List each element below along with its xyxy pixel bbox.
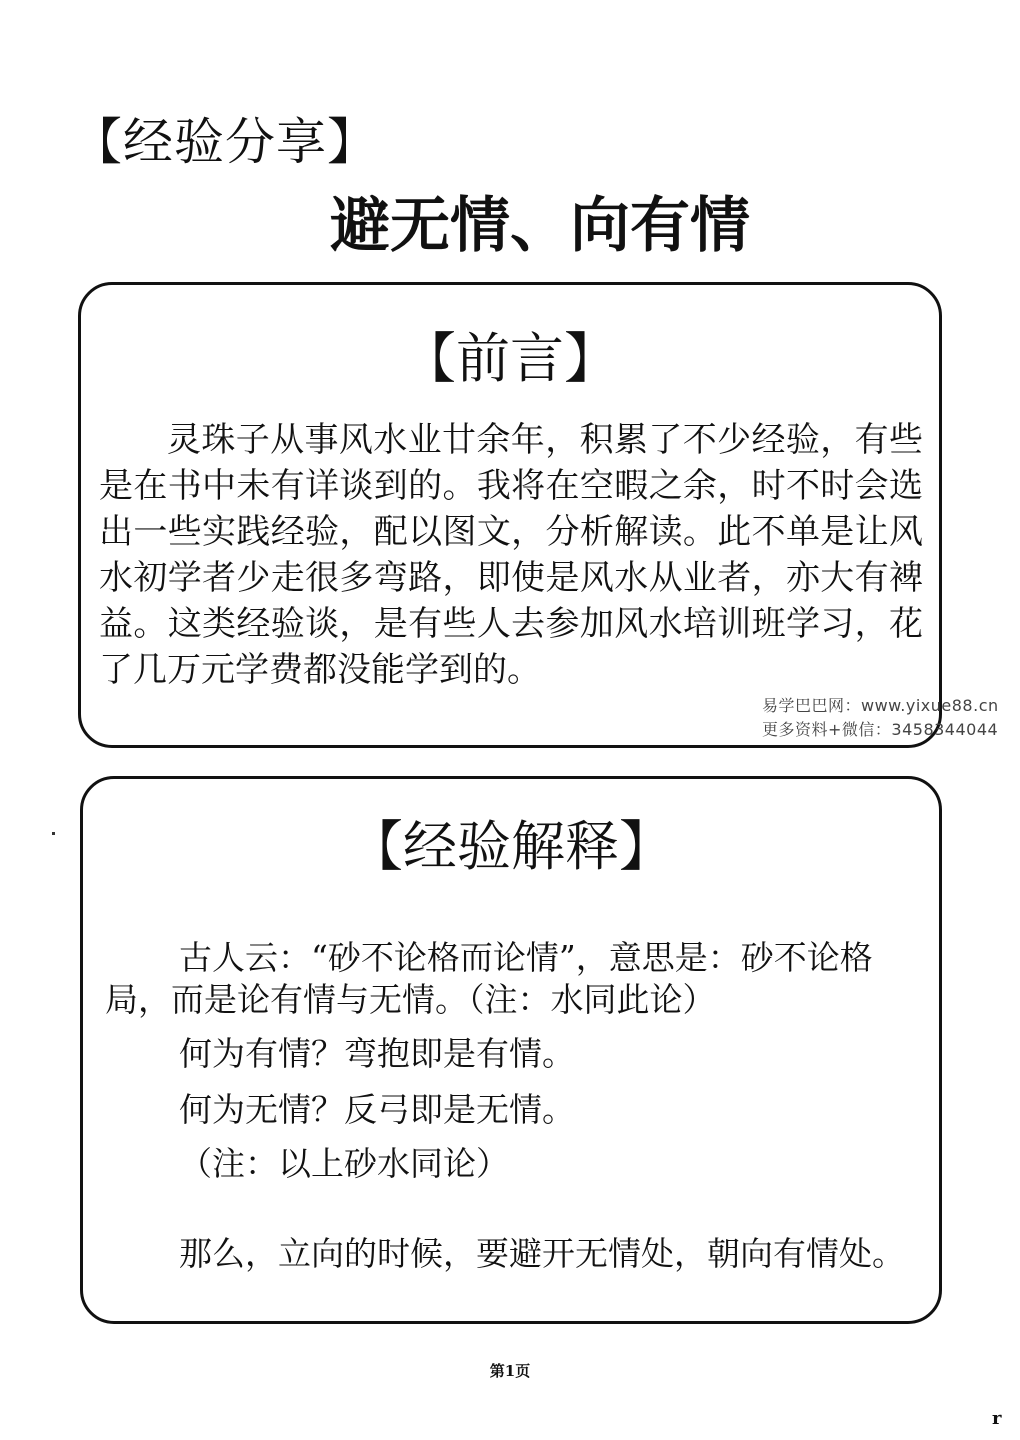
scan-speck xyxy=(52,832,55,835)
watermark-line-1: 易学巴巴网：www.yixue88.cn xyxy=(762,696,999,715)
watermark-line-2: 更多资料+微信：3458344044 xyxy=(762,720,999,739)
preface-text xyxy=(99,417,923,693)
explanation-line-3: 何为有情？弯抱即是有情。 xyxy=(179,1034,575,1073)
corner-mark: r xyxy=(992,1408,1002,1429)
explanation-line-4: 何为无情？反弓即是无情。 xyxy=(179,1090,575,1129)
watermark xyxy=(762,694,999,742)
section-tag: 【经验分享】 xyxy=(72,113,378,171)
explanation-heading: 【经验解释】 xyxy=(349,815,673,878)
explanation-line-2: 局，而是论有情与无情。（注：水同此论） xyxy=(105,980,716,1019)
explanation-box xyxy=(80,776,942,1324)
preface-box xyxy=(78,282,942,748)
explanation-line-1: 古人云：“砂不论格而论情”，意思是：砂不论格 xyxy=(179,938,873,977)
page-title: 避无情、向有情 xyxy=(330,191,750,261)
preface-heading: 【前言】 xyxy=(402,327,618,390)
explanation-line-5: （注：以上砂水同论） xyxy=(179,1144,509,1183)
preface-paragraph: 灵珠子从事风水业廿余年，积累了不少经验，有些是在书中未有详谈到的。我将在空暇之余，时不时会选出一些实践经验，配以图文，分析解读。此不单是让风水初学者少走很多弯路，即使是风水从业者，亦大有裨益。这类经验谈，是有些人去参加风水培训班学习，花了几万元学费都没能学到的。 xyxy=(99,420,923,690)
explanation-line-6: 那么，立向的时候，要避开无情处，朝向有情处。 xyxy=(179,1234,905,1273)
page-number: 第1页 xyxy=(489,1362,531,1380)
